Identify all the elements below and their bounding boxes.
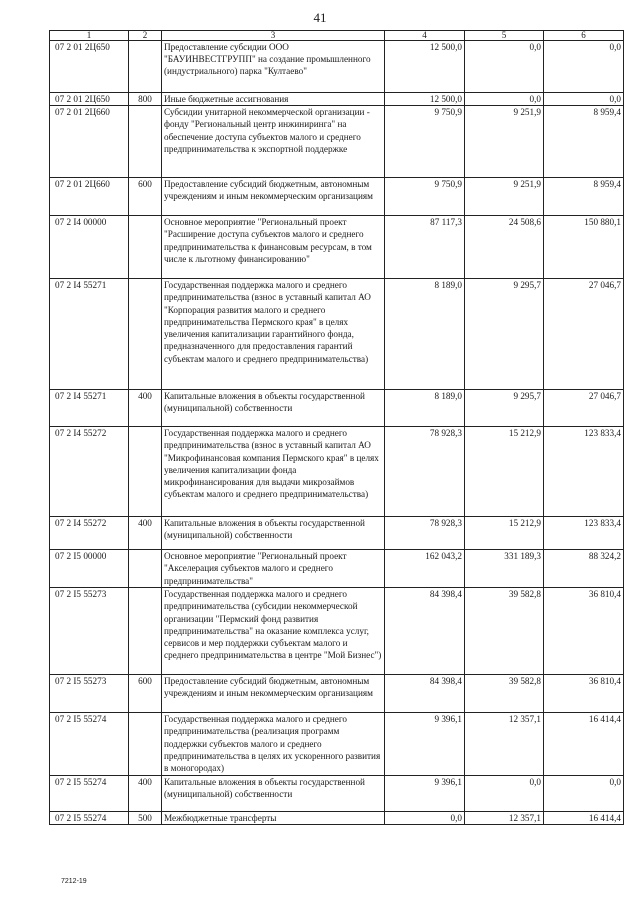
row-expense-type: 600 xyxy=(129,178,162,216)
row-expense-type xyxy=(129,550,162,588)
row-expense-type xyxy=(129,588,162,675)
row-value-col6: 0,0 xyxy=(544,776,624,812)
row-expense-type xyxy=(129,279,162,390)
row-description: Основное мероприятие "Региональный проект "Расширение доступа субъектов малого и среднего предпринимательства к финансовым ресурсам, в том числе к льготному финансированию" xyxy=(162,216,385,279)
row-expense-type: 800 xyxy=(129,93,162,106)
row-description: Государственная поддержка малого и среднего предпринимательства (взнос в уставный капитал АО "Корпорация развития малого и среднего предпринимательства Пермского края" в целях увеличения капитализации гарантийного фонда, предназначенного для предоставления гарантий субъектам малого и среднего предпринимательства) xyxy=(162,279,385,390)
header-col-2: 2 xyxy=(129,31,162,41)
row-value-col6: 8 959,4 xyxy=(544,106,624,178)
row-value-col5: 0,0 xyxy=(465,776,544,812)
row-value-col6: 88 324,2 xyxy=(544,550,624,588)
row-value-col5: 9 295,7 xyxy=(465,279,544,390)
header-col-6: 6 xyxy=(544,31,624,41)
row-value-col5: 9 251,9 xyxy=(465,106,544,178)
row-description: Предоставление субсидий бюджетным, автономным учреждениям и иным некоммерческим организациям xyxy=(162,675,385,713)
row-value-col5: 15 212,9 xyxy=(465,427,544,517)
header-col-1: 1 xyxy=(50,31,129,41)
row-value-col6: 16 414,4 xyxy=(544,812,624,825)
row-code: 07 2 I4 55271 xyxy=(50,279,129,390)
row-value-col4: 9 750,9 xyxy=(385,106,465,178)
row-description: Основное мероприятие "Региональный проект "Акселерация субъектов малого и среднего предпринимательства" xyxy=(162,550,385,588)
table-row xyxy=(50,550,624,588)
row-description: Капитальные вложения в объекты государственной (муниципальной) собственности xyxy=(162,776,385,812)
row-value-col4: 8 189,0 xyxy=(385,279,465,390)
row-code: 07 2 I4 55272 xyxy=(50,517,129,550)
row-value-col5: 0,0 xyxy=(465,41,544,93)
row-description: Субсидии унитарной некоммерческой организации - фонду "Региональный центр инжиниринга" на обеспечение доступа субъектов малого и среднего предпринимательства к экспортной поддержке xyxy=(162,106,385,178)
row-value-col6: 36 810,4 xyxy=(544,675,624,713)
row-value-col4: 84 398,4 xyxy=(385,675,465,713)
header-col-5: 5 xyxy=(465,31,544,41)
row-description: Предоставление субсидии ООО "БАУИНВЕСТГРУПП" на создание промышленного (индустриального) парка "Култаево" xyxy=(162,41,385,93)
row-code: 07 2 01 2Ц660 xyxy=(50,178,129,216)
header-col-3: 3 xyxy=(162,31,385,41)
row-code: 07 2 01 2Ц650 xyxy=(50,93,129,106)
row-description: Государственная поддержка малого и среднего предпринимательства (взнос в уставный капитал АО "Микрофинансовая компания Пермского края" в целях увеличения капитализации фонда микрофинансирования для выдачи микрозаймов субъектам малого и среднего предпринимательства) xyxy=(162,427,385,517)
table-row xyxy=(50,216,624,279)
budget-table xyxy=(49,30,624,825)
row-value-col5: 9 295,7 xyxy=(465,390,544,427)
table-row xyxy=(50,178,624,216)
row-expense-type: 600 xyxy=(129,675,162,713)
row-code: 07 2 I4 55272 xyxy=(50,427,129,517)
row-value-col6: 150 880,1 xyxy=(544,216,624,279)
row-value-col4: 12 500,0 xyxy=(385,41,465,93)
row-expense-type xyxy=(129,713,162,776)
row-value-col4: 9 396,1 xyxy=(385,713,465,776)
table-row xyxy=(50,390,624,427)
row-value-col5: 0,0 xyxy=(465,93,544,106)
row-expense-type: 400 xyxy=(129,517,162,550)
row-value-col5: 9 251,9 xyxy=(465,178,544,216)
row-code: 07 2 I5 55274 xyxy=(50,776,129,812)
row-expense-type xyxy=(129,41,162,93)
row-value-col4: 162 043,2 xyxy=(385,550,465,588)
row-value-col4: 78 928,3 xyxy=(385,427,465,517)
table-row xyxy=(50,427,624,517)
table-row xyxy=(50,588,624,675)
table-row xyxy=(50,106,624,178)
row-code: 07 2 I5 55273 xyxy=(50,588,129,675)
row-description: Межбюджетные трансферты xyxy=(162,812,385,825)
row-value-col6: 0,0 xyxy=(544,41,624,93)
row-expense-type xyxy=(129,427,162,517)
row-value-col6: 123 833,4 xyxy=(544,517,624,550)
row-code: 07 2 01 2Ц650 xyxy=(50,41,129,93)
row-expense-type xyxy=(129,106,162,178)
row-code: 07 2 I4 00000 xyxy=(50,216,129,279)
row-value-col6: 27 046,7 xyxy=(544,390,624,427)
table-row xyxy=(50,279,624,390)
row-description: Государственная поддержка малого и среднего предпринимательства (субсидии некоммерческой организации "Пермский фонд развития предпринимательства" на оказание комплекса услуг, сервисов и мер поддержки субъектам малого и среднего предпринимательства в центре "Мой Бизнес") xyxy=(162,588,385,675)
row-expense-type: 400 xyxy=(129,390,162,427)
row-value-col6: 0,0 xyxy=(544,93,624,106)
row-expense-type xyxy=(129,216,162,279)
row-value-col5: 12 357,1 xyxy=(465,713,544,776)
page-number: 41 xyxy=(313,10,327,25)
row-description: Капитальные вложения в объекты государственной (муниципальной) собственности xyxy=(162,390,385,427)
row-value-col6: 36 810,4 xyxy=(544,588,624,675)
row-value-col5: 12 357,1 xyxy=(465,812,544,825)
row-value-col4: 9 396,1 xyxy=(385,776,465,812)
table-header-row xyxy=(50,31,624,41)
row-value-col4: 12 500,0 xyxy=(385,93,465,106)
row-code: 07 2 I5 55274 xyxy=(50,812,129,825)
row-description: Предоставление субсидий бюджетным, автономным учреждениям и иным некоммерческим организациям xyxy=(162,178,385,216)
document-code: 7212-19 xyxy=(61,878,87,885)
row-code: 07 2 I5 55274 xyxy=(50,713,129,776)
row-value-col5: 39 582,8 xyxy=(465,588,544,675)
row-value-col6: 8 959,4 xyxy=(544,178,624,216)
row-code: 07 2 I5 00000 xyxy=(50,550,129,588)
row-value-col6: 27 046,7 xyxy=(544,279,624,390)
header-col-4: 4 xyxy=(385,31,465,41)
row-expense-type: 500 xyxy=(129,812,162,825)
row-value-col4: 9 750,9 xyxy=(385,178,465,216)
row-value-col5: 24 508,6 xyxy=(465,216,544,279)
row-code: 07 2 I5 55273 xyxy=(50,675,129,713)
table-row xyxy=(50,41,624,93)
row-value-col4: 8 189,0 xyxy=(385,390,465,427)
row-value-col4: 78 928,3 xyxy=(385,517,465,550)
row-description: Государственная поддержка малого и среднего предпринимательства (реализация программ поддержки субъектов малого и среднего предпринимательства в целях их ускоренного развития в моногородах) xyxy=(162,713,385,776)
row-value-col4: 84 398,4 xyxy=(385,588,465,675)
row-value-col6: 123 833,4 xyxy=(544,427,624,517)
table-row xyxy=(50,776,624,812)
table-row xyxy=(50,812,624,825)
row-value-col5: 331 189,3 xyxy=(465,550,544,588)
table-row xyxy=(50,517,624,550)
row-value-col4: 0,0 xyxy=(385,812,465,825)
row-value-col5: 15 212,9 xyxy=(465,517,544,550)
row-expense-type: 400 xyxy=(129,776,162,812)
table-row xyxy=(50,93,624,106)
table-row xyxy=(50,713,624,776)
row-value-col6: 16 414,4 xyxy=(544,713,624,776)
row-code: 07 2 01 2Ц660 xyxy=(50,106,129,178)
table-row xyxy=(50,675,624,713)
row-value-col5: 39 582,8 xyxy=(465,675,544,713)
row-value-col4: 87 117,3 xyxy=(385,216,465,279)
row-description: Иные бюджетные ассигнования xyxy=(162,93,385,106)
row-code: 07 2 I4 55271 xyxy=(50,390,129,427)
row-description: Капитальные вложения в объекты государственной (муниципальной) собственности xyxy=(162,517,385,550)
